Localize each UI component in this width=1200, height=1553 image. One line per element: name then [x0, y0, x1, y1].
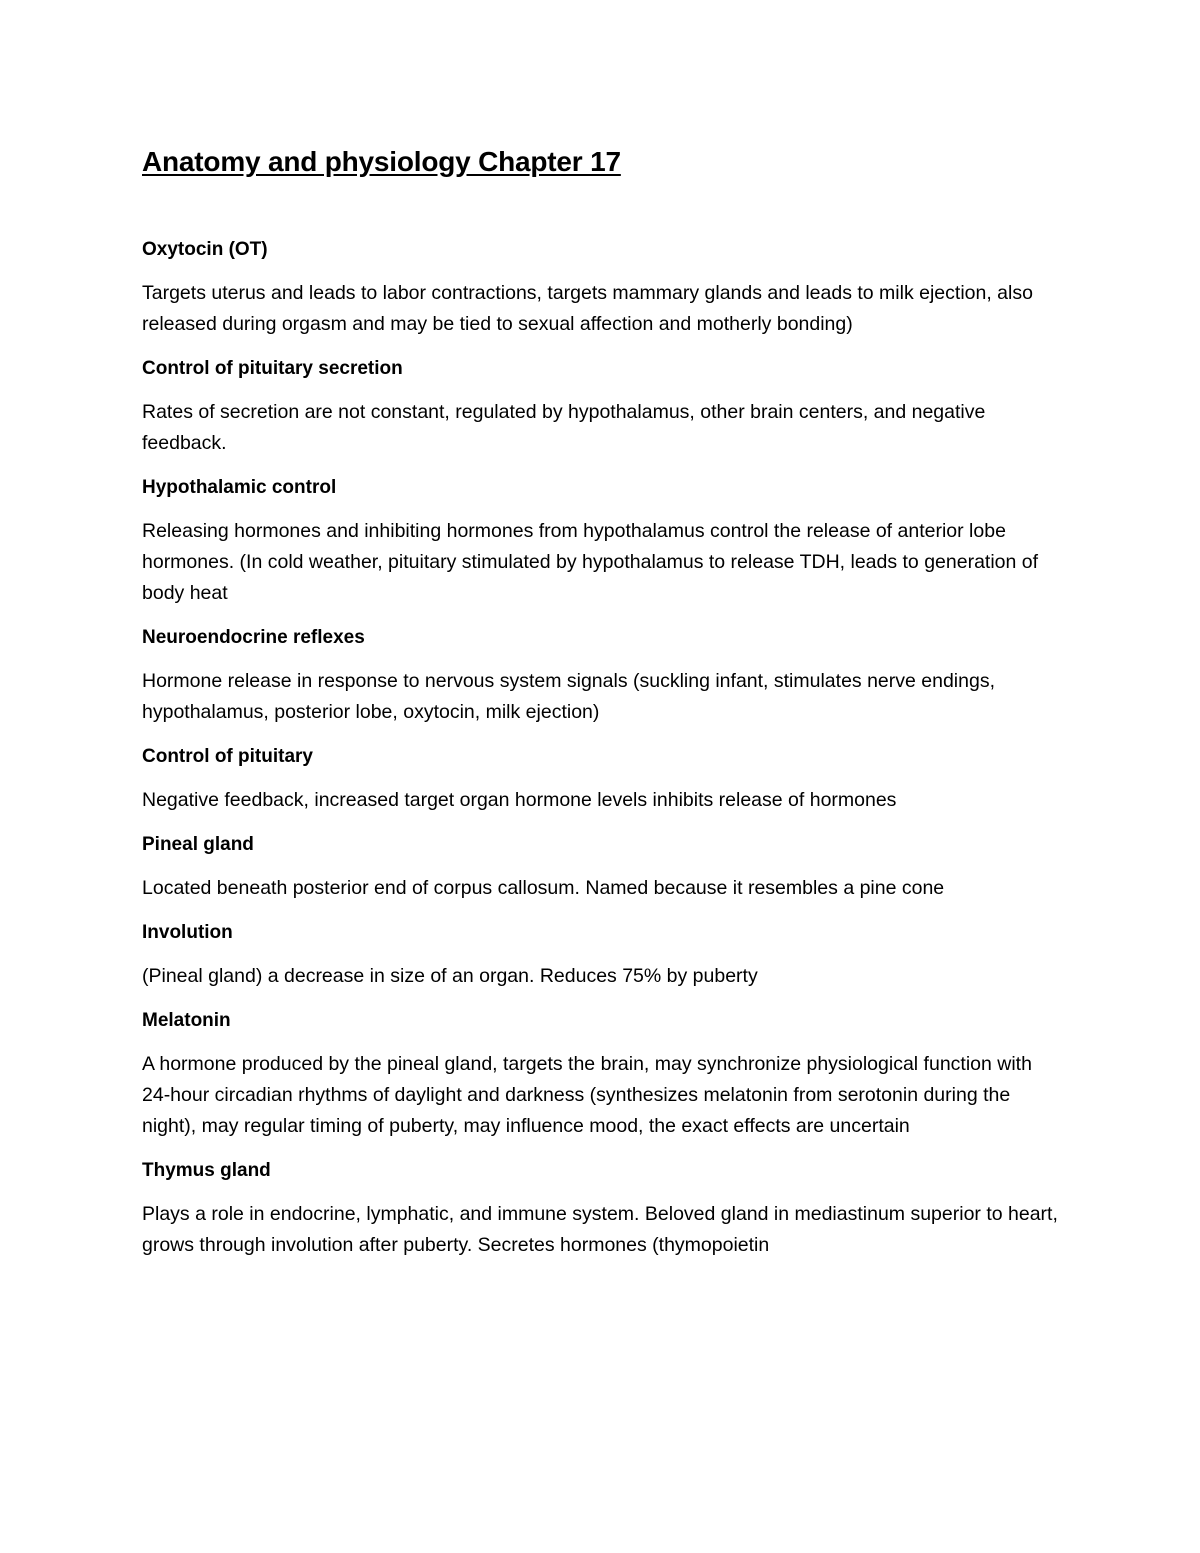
- section-heading: Control of pituitary: [142, 746, 313, 767]
- section-body: Targets uterus and leads to labor contractions, targets mammary glands and leads to milk ejection, also released during orgasm and may be tied to sexual affection and motherly bonding): [142, 282, 1033, 335]
- section-heading: Neuroendocrine reflexes: [142, 627, 365, 648]
- section-control-of-pituitary: [142, 743, 1062, 816]
- document-content: [142, 140, 1062, 1276]
- section-body: Releasing hormones and inhibiting hormones from hypothalamus control the release of anterior lobe hormones. (In cold weather, pituitary stimulated by hypothalamus to release TDH, leads to generation of body heat: [142, 520, 1039, 604]
- section-body: Hormone release in response to nervous system signals (suckling infant, stimulates nerve endings, hypothalamus, posterior lobe, oxytocin, milk ejection): [142, 670, 996, 723]
- section-body: Rates of secretion are not constant, regulated by hypothalamus, other brain centers, and negative feedback.: [142, 401, 986, 454]
- section-oxytocin: [142, 236, 1062, 340]
- section-body: (Pineal gland) a decrease in size of an organ. Reduces 75% by puberty: [142, 965, 758, 987]
- section-melatonin: [142, 1007, 1062, 1142]
- section-heading: Pineal gland: [142, 834, 254, 855]
- section-body: Plays a role in endocrine, lymphatic, and immune system. Beloved gland in mediastinum superior to heart, grows through involution after puberty. Secretes hormones (thymopoietin: [142, 1203, 1058, 1256]
- section-pineal-gland: [142, 831, 1062, 904]
- section-heading: Involution: [142, 922, 233, 943]
- section-heading: Melatonin: [142, 1010, 231, 1031]
- section-heading: Oxytocin (OT): [142, 239, 268, 260]
- section-neuroendocrine-reflexes: [142, 624, 1062, 728]
- section-involution: [142, 919, 1062, 992]
- section-hypothalamic-control: [142, 474, 1062, 609]
- section-heading: Hypothalamic control: [142, 477, 337, 498]
- section-thymus-gland: [142, 1157, 1062, 1261]
- section-heading: Thymus gland: [142, 1160, 271, 1181]
- section-heading: Control of pituitary secretion: [142, 358, 403, 379]
- document-title: Anatomy and physiology Chapter 17: [142, 146, 621, 177]
- section-body: Negative feedback, increased target organ hormone levels inhibits release of hormones: [142, 789, 897, 811]
- section-control-of-pituitary-secretion: [142, 355, 1062, 459]
- section-body: A hormone produced by the pineal gland, targets the brain, may synchronize physiological function with 24-hour circadian rhythms of daylight and darkness (synthesizes melatonin from serotonin during the night), may regular timing of puberty, may influence mood, the exact effects are uncertain: [142, 1053, 1032, 1137]
- section-body: Located beneath posterior end of corpus callosum. Named because it resembles a pine cone: [142, 877, 945, 899]
